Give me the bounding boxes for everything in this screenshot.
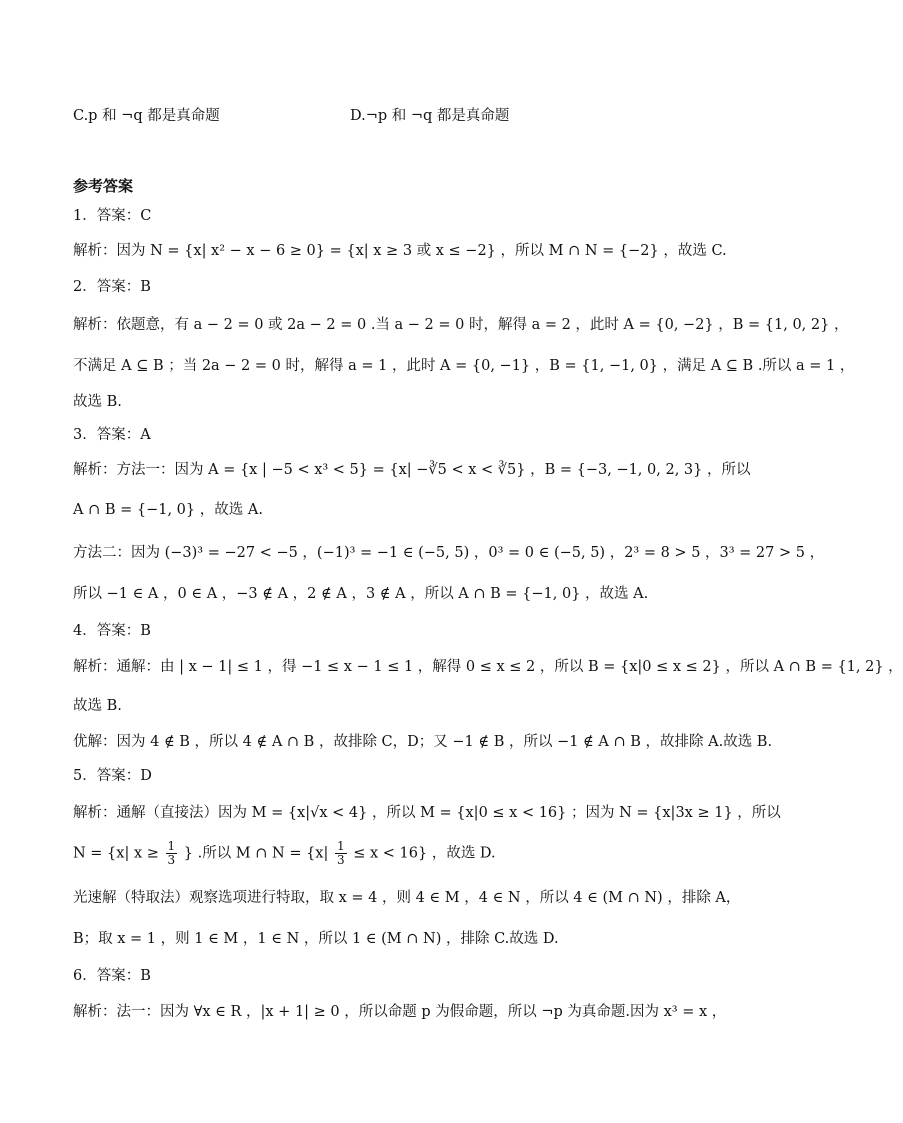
q5-explanation-line1: 解析：通解（直接法）因为 M = {x|√x < 4} ，所以 M = {x|0 ≤ x < 16} ；因为 N = {x|3x ≥ 1} ，所以	[73, 805, 781, 821]
q3-answer: 3．答案：A	[73, 427, 151, 443]
q5-line2-part2: } .所以 M ∩ N = {x|	[183, 845, 329, 862]
q5-line2-part3: ≤ x < 16} ，故选 D.	[353, 845, 496, 862]
q3-explanation-line4: 所以 −1 ∈ A ，0 ∈ A ，−3 ∉ A ，2 ∉ A ，3 ∉ A ，所以 A ∩ B = {−1, 0} ，故选 A.	[73, 586, 649, 602]
q1-answer: 1．答案：C	[73, 208, 152, 224]
answers-heading: 参考答案	[73, 177, 134, 195]
q5-explanation-line2	[73, 840, 496, 867]
option-d: D.¬p 和 ¬q 都是真命题	[350, 108, 510, 124]
q6-explanation-line1: 解析：法一：因为 ∀x ∈ R ，|x + 1| ≥ 0 ，所以命题 p 为假命题，所以 ¬p 为真命题.因为 x³ = x ，	[73, 1004, 727, 1020]
q2-explanation-line1: 解析：依题意，有 a − 2 = 0 或 2a − 2 = 0 .当 a − 2 = 0 时，解得 a = 2 ，此时 A = {0, −2} ，B = {1, 0, 2} ，	[73, 317, 849, 333]
q4-explanation-line1: 解析：通解：由 | x − 1| ≤ 1 ，得 −1 ≤ x − 1 ≤ 1 ，解得 0 ≤ x ≤ 2 ，所以 B = {x|0 ≤ x ≤ 2} ，所以 A ∩ B = {1, 2} ，	[73, 659, 903, 675]
q3-explanation-line1: 解析：方法一：因为 A = {x | −5 < x³ < 5} = {x| −∛5 < x < ∛5} ，B = {−3, −1, 0, 2, 3} ，所以	[73, 462, 751, 478]
q4-explanation-line3: 优解：因为 4 ∉ B ，所以 4 ∉ A ∩ B ，故排除 C，D；又 −1 ∉ B ，所以 −1 ∉ A ∩ B ，故排除 A.故选 B.	[73, 734, 773, 750]
q4-answer: 4．答案：B	[73, 623, 151, 639]
fraction-denominator: 3	[336, 853, 345, 867]
fraction-denominator: 3	[167, 853, 176, 867]
fraction-numerator: 1	[167, 839, 176, 853]
q6-answer: 6．答案：B	[73, 968, 151, 984]
q3-explanation-line3: 方法二：因为 (−3)³ = −27 < −5 ，(−1)³ = −1 ∈ (−5, 5) ，0³ = 0 ∈ (−5, 5) ，2³ = 8 > 5 ，3³ = 27 > 5 ，	[73, 545, 825, 561]
one-third-fraction	[166, 840, 178, 867]
q2-explanation-line2: 不满足 A ⊆ B ；当 2a − 2 = 0 时，解得 a = 1 ，此时 A = {0, −1} ，B = {1, −1, 0} ，满足 A ⊆ B .所以 a = 1 ，	[73, 358, 855, 374]
q2-explanation-line3: 故选 B.	[73, 394, 122, 410]
fraction-numerator: 1	[336, 839, 345, 853]
q5-explanation-line3: 光速解（特取法）观察选项进行特取，取 x = 4 ，则 4 ∈ M ，4 ∈ N ，所以 4 ∈ (M ∩ N) ，排除 A，	[73, 890, 741, 906]
q1-explanation: 解析：因为 N = {x| x² − x − 6 ≥ 0} = {x| x ≥ 3 或 x ≤ −2} ，所以 M ∩ N = {−2} ，故选 C.	[73, 243, 727, 259]
q5-explanation-line4: B；取 x = 1 ，则 1 ∈ M ，1 ∈ N ，所以 1 ∈ (M ∩ N) ，排除 C.故选 D.	[73, 931, 559, 947]
q5-line2-part1: N = {x| x ≥	[73, 845, 159, 862]
q4-explanation-line2: 故选 B.	[73, 698, 122, 714]
q3-explanation-line2: A ∩ B = {−1, 0} ，故选 A.	[73, 502, 263, 518]
q5-answer: 5．答案：D	[73, 768, 152, 784]
one-third-fraction	[335, 840, 347, 867]
q2-answer: 2．答案：B	[73, 279, 151, 295]
option-c: C.p 和 ¬q 都是真命题	[73, 108, 220, 124]
